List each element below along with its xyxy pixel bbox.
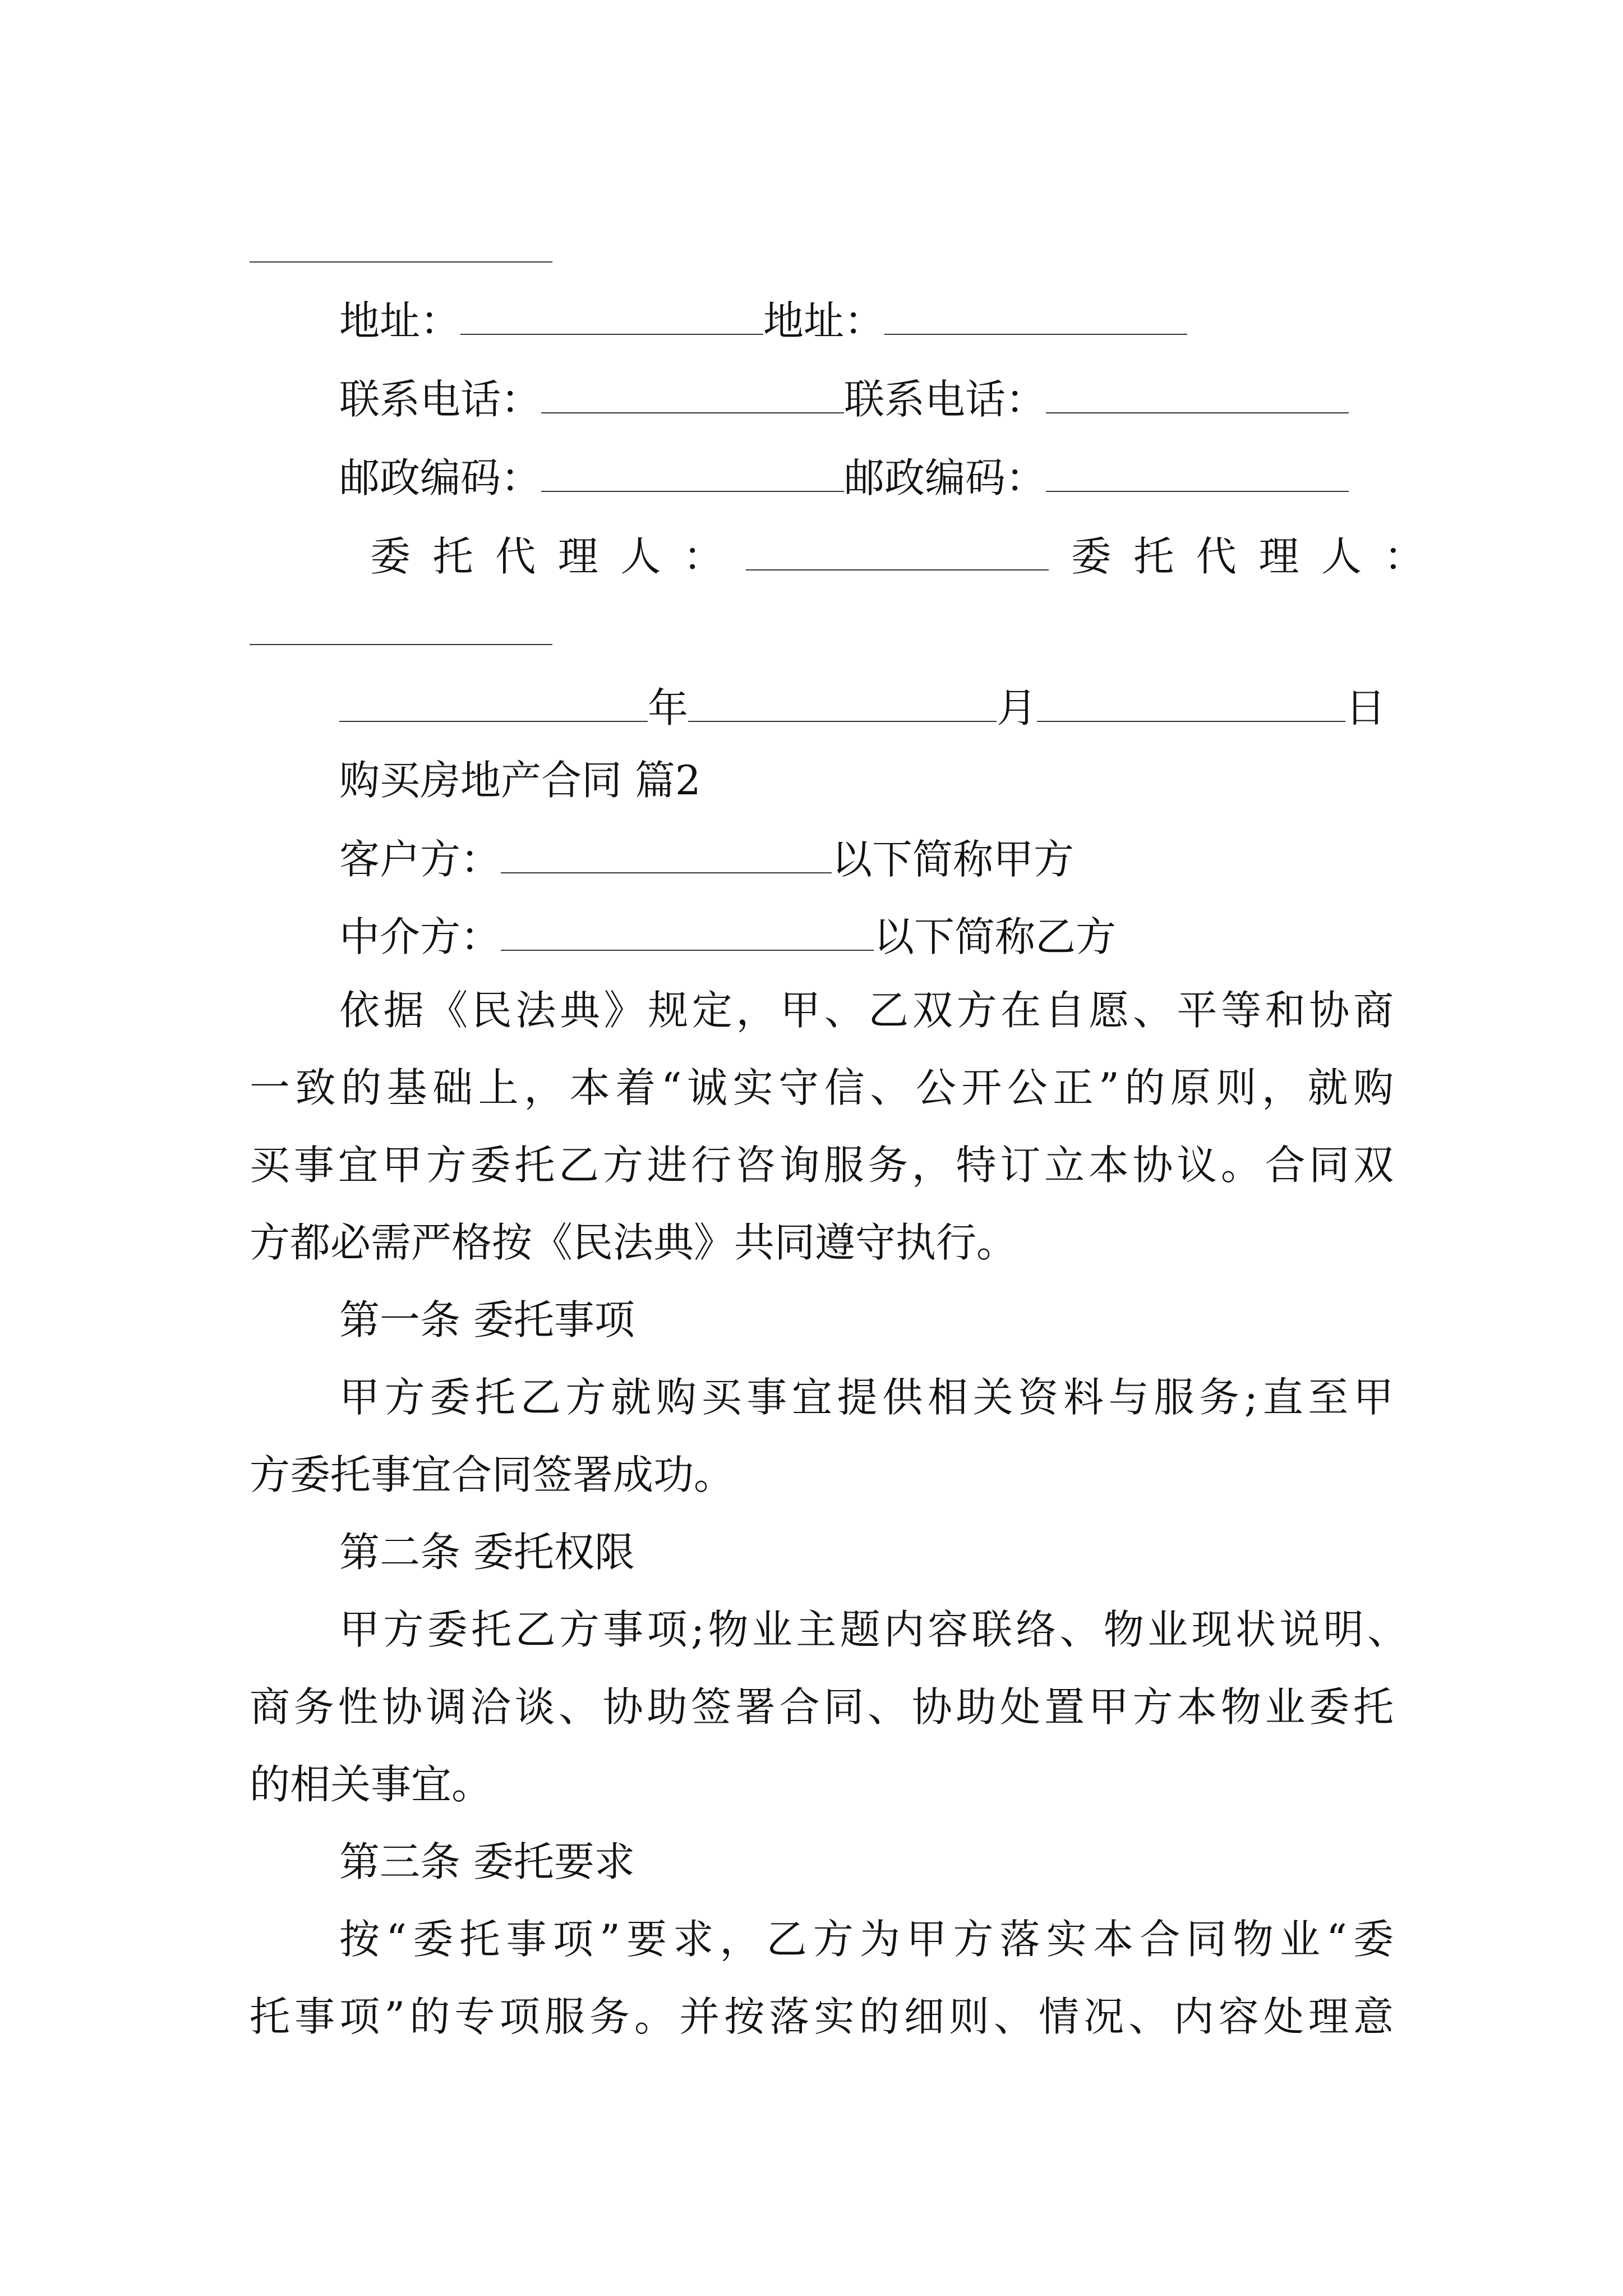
article3-line-1: 按“委托事项”要求，乙方为甲方落实本合同物业“委 [339, 1916, 1394, 1963]
year-label: 年 [648, 684, 689, 731]
agency-label: 中介方： [339, 913, 501, 960]
date-line [339, 684, 1394, 731]
continuation-rule-top [250, 261, 552, 263]
month-blank[interactable] [688, 684, 997, 722]
postal-label-a: 邮政编码： [339, 454, 542, 501]
phone-label-a: 联系电话： [339, 375, 542, 423]
client-label: 客户方： [339, 835, 501, 883]
client-blank[interactable] [501, 836, 832, 873]
article1-line-2: 方委托事宜合同签署成功。 [250, 1451, 735, 1498]
article3-heading: 第三条 委托要求 [339, 1838, 635, 1885]
phone-blank-b[interactable] [1046, 376, 1349, 413]
section-title: 购买房地产合同 篇2 [339, 757, 701, 804]
intro-line-4: 方都必需严格按《民法典》共同遵守执行。 [250, 1219, 1017, 1266]
article1-line-1: 甲方委托乙方就购买事宜提供相关资料与服务;直至甲 [339, 1374, 1394, 1421]
article3-line-2: 托事项”的专项服务。并按落实的细则、情况、内容处理意 [250, 1993, 1394, 2040]
day-blank[interactable] [1037, 684, 1345, 722]
agency-blank[interactable] [501, 913, 874, 951]
client-line [339, 835, 1394, 883]
address-blank-a[interactable] [460, 297, 763, 335]
article2-line-3: 的相关事宜。 [250, 1761, 492, 1808]
article2-line-1: 甲方委托乙方事项;物业主题内容联络、物业现状说明、 [339, 1606, 1408, 1653]
postal-blank-b[interactable] [1046, 454, 1349, 492]
address-label-a: 地址： [339, 297, 461, 344]
postal-label-b: 邮政编码： [844, 454, 1046, 501]
article2-line-2: 商务性协调洽谈、协助签署合同、协助处置甲方本物业委托 [250, 1683, 1394, 1731]
address-blank-b[interactable] [884, 297, 1187, 335]
address-label-b: 地址： [763, 297, 885, 344]
phone-label-b: 联系电话： [844, 375, 1046, 423]
address-line [339, 297, 1394, 344]
agency-line [339, 913, 1394, 960]
day-label: 日 [1345, 684, 1386, 731]
phone-blank-a[interactable] [541, 376, 844, 413]
intro-line-2: 一致的基础上，本着“诚实守信、公开公正”的原则，就购 [250, 1064, 1394, 1111]
year-blank[interactable] [339, 684, 648, 722]
phone-line [339, 375, 1394, 423]
article2-heading: 第二条 委托权限 [339, 1529, 635, 1576]
client-suffix: 以下简称甲方 [832, 835, 1075, 883]
agent-blank-a[interactable] [746, 533, 1049, 570]
month-label: 月 [997, 684, 1038, 731]
agent-label-b: 委托代理人： [1071, 532, 1447, 580]
postal-line [339, 454, 1394, 501]
agent-label-a: 委托代理人： [370, 532, 746, 580]
article1-heading: 第一条 委托事项 [339, 1296, 635, 1343]
agent-blank-b-wrapped[interactable] [250, 644, 552, 645]
intro-line-3: 买事宜甲方委托乙方进行咨询服务，特订立本协议。合同双 [250, 1142, 1394, 1189]
postal-blank-a[interactable] [541, 454, 844, 492]
agency-suffix: 以下简称乙方 [874, 913, 1117, 960]
agent-line [370, 532, 1514, 580]
intro-line-1: 依据《民法典》规定，甲、乙双方在自愿、平等和协商 [339, 987, 1394, 1034]
